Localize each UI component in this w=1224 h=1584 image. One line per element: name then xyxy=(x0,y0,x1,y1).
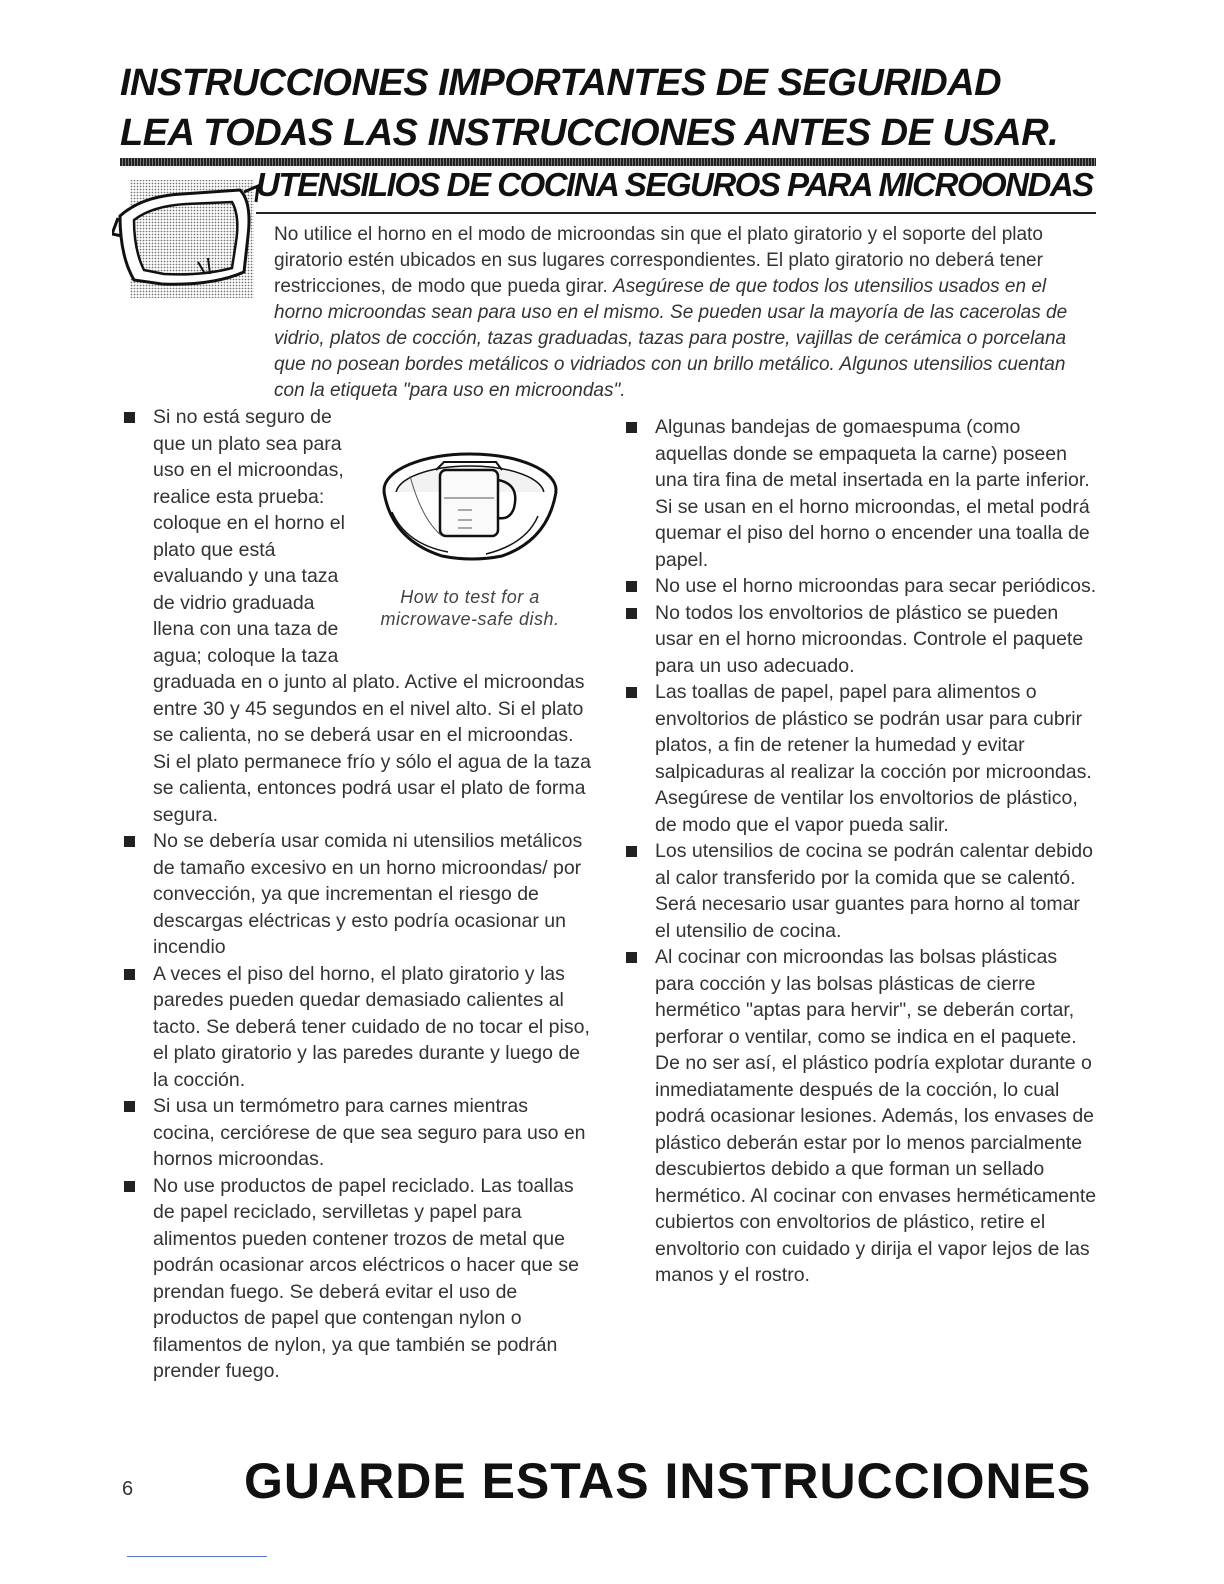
list-item xyxy=(624,573,1098,600)
list-item-text: No todos los envoltorios de plástico se pueden usar en el horno microondas. Controle el paquete para un uso adecuado. xyxy=(655,601,1084,677)
list-item xyxy=(624,838,1098,944)
list-item-text: A veces el piso del horno, el plato giratorio y las paredes pueden quedar demasiado calientes al tacto. Se deberá tener cuidado de no tocar el piso, el plato giratorio y las paredes durante y luego de la cocción. xyxy=(153,962,590,1091)
header-rule xyxy=(120,158,1096,166)
section-title: UTENSILIOS DE COCINA SEGUROS PARA MICROONDAS xyxy=(256,166,1093,203)
caption-line-2: microwave-safe dish. xyxy=(380,609,560,629)
header-line-1: INSTRUCCIONES IMPORTANTES DE SEGURIDAD xyxy=(120,62,1002,104)
bowl-with-measuring-cup-icon xyxy=(362,420,572,580)
list-item-text: Si usa un termómetro para carnes mientras cocina, cerciórese de que sea seguro para uso en hornos microondas. xyxy=(153,1095,586,1170)
bullet-icon xyxy=(124,836,135,847)
casserole-dish-icon xyxy=(112,176,260,302)
left-column xyxy=(122,404,592,1385)
test-continued-text: Si el plato permanece frío y sólo el agua de la taza se calienta, entonces podrá usar el plato de forma segura. xyxy=(153,750,591,826)
figure-caption xyxy=(360,586,580,630)
intro-text: No utilice el horno en el modo de microondas sin que el plato giratorio y el soporte del plato giratorio estén ubicados en sus lugares correspondientes. El plato giratorio no deberá tener restricciones, de modo que pueda girar. xyxy=(274,224,1043,297)
test-intro-text: Si no está seguro de que un plato sea para uso en el microondas, realice esta prueba: coloque en el horno el plato que está evaluando y una taza de vidrio graduada llena con una taza de agua; coloque la taza graduada en o junto al plato. Active el microondas entre 30 y 45 segundos en el nivel alto. Si el plato se calienta, no se deberá usar en el microondas. xyxy=(153,406,585,746)
list-item xyxy=(122,828,592,961)
caption-line-1: How to test for a xyxy=(400,587,540,607)
footer-title: GUARDE ESTAS INSTRUCCIONES xyxy=(244,1453,1092,1509)
page-number: 6 xyxy=(122,1478,134,1500)
list-item xyxy=(624,414,1098,573)
list-item xyxy=(624,600,1098,680)
section-intro xyxy=(274,222,1098,404)
list-item-text: No se debería usar comida ni utensilios metálicos de tamaño excesivo en un horno microondas/ por convección, ya que incrementan el riesgo de descargas eléctricas y esto podría ocasionar un incendio xyxy=(153,830,583,958)
list-item xyxy=(122,1093,592,1173)
test-figure xyxy=(360,420,592,656)
list-item-text: No use productos de papel reciclado. Las toallas de papel reciclado, servilletas y papel para alimentos pueden contener trozos de metal que podrán ocasionar arcos eléctricos o hacer que se prendan fuego. Se deberá evitar el uso de productos de papel que contengan nylon o filamentos de nylon, ya que también se podrán prender fuego. xyxy=(153,1174,579,1382)
bullet-icon xyxy=(626,846,637,857)
bullet-icon xyxy=(124,969,135,980)
list-item-text: Las toallas de papel, papel para alimentos o envoltorios de plástico se podrán usar para cubrir platos, a fin de retener la humedad y evitar salpicaduras al realizar la cocción por microondas. Asegúrese de ventilar los envoltorios de plástico, de modo que el vapor pueda salir. xyxy=(655,681,1092,836)
bullet-icon xyxy=(124,1181,135,1192)
list-item xyxy=(122,961,592,1094)
header-line-2: LEA TODAS LAS INSTRUCCIONES ANTES DE USAR. xyxy=(120,112,1059,154)
list-item-text: Algunas bandejas de gomaespuma (como aquellas donde se empaqueta la carne) poseen una tira fina de metal insertada en la parte inferior. Si se usan en el horno microondas, el metal podrá quemar el piso del horno o encender una toalla de papel. xyxy=(655,416,1090,571)
section-rule xyxy=(256,212,1096,214)
list-item xyxy=(624,679,1098,838)
list-item xyxy=(624,944,1098,1289)
right-column xyxy=(624,414,1098,1289)
page-header xyxy=(120,58,1100,158)
list-item-text: No use el horno microondas para secar periódicos. xyxy=(655,575,1097,597)
bullet-icon xyxy=(626,608,637,619)
footnote-rule xyxy=(127,1556,267,1557)
bullet-icon xyxy=(124,1101,135,1112)
bullet-icon xyxy=(626,581,637,592)
list-item-text: Los utensilios de cocina se podrán calentar debido al calor transferido por la comida que se calentó. Será necesario usar guantes para horno al tomar el utensilio de cocina. xyxy=(655,840,1093,942)
bullet-icon xyxy=(124,412,135,423)
list-item xyxy=(122,1173,592,1385)
list-item-test xyxy=(122,404,592,749)
bullet-icon xyxy=(626,952,637,963)
list-item-text: Al cocinar con microondas las bolsas plásticas para cocción y las bolsas plásticas de cierre hermético "aptas para hervir", se deberán cortar, perforar o ventilar, como se indica en el paquete. De no ser así, el plástico podría explotar durante o inmediatamente después de la cocción, lo cual podrá ocasionar lesiones. Además, los envases de plástico deberán estar por lo menos parcialmente descubiertos debido a que forman un sellado hermético. Al cocinar con envases herméticamente cubiertos con envoltorios de plástico, retire el envoltorio con cuidado y dirija el vapor lejos de las manos y el rostro. xyxy=(655,946,1097,1286)
bullet-icon xyxy=(626,687,637,698)
intro-italic-text: Asegúrese de que todos los utensilios usados en el horno microondas sean para uso en el mismo. Se pueden usar la mayoría de las cacerolas de vidrio, platos de cocción, tazas graduadas, tazas para postre, vajillas de cerámica o porcelana que no posean bordes metálicos o vidriados con un brillo metálico. Algunos utensilios cuentan con la etiqueta "para uso en microondas". xyxy=(274,276,1068,401)
bullet-icon xyxy=(626,422,637,433)
